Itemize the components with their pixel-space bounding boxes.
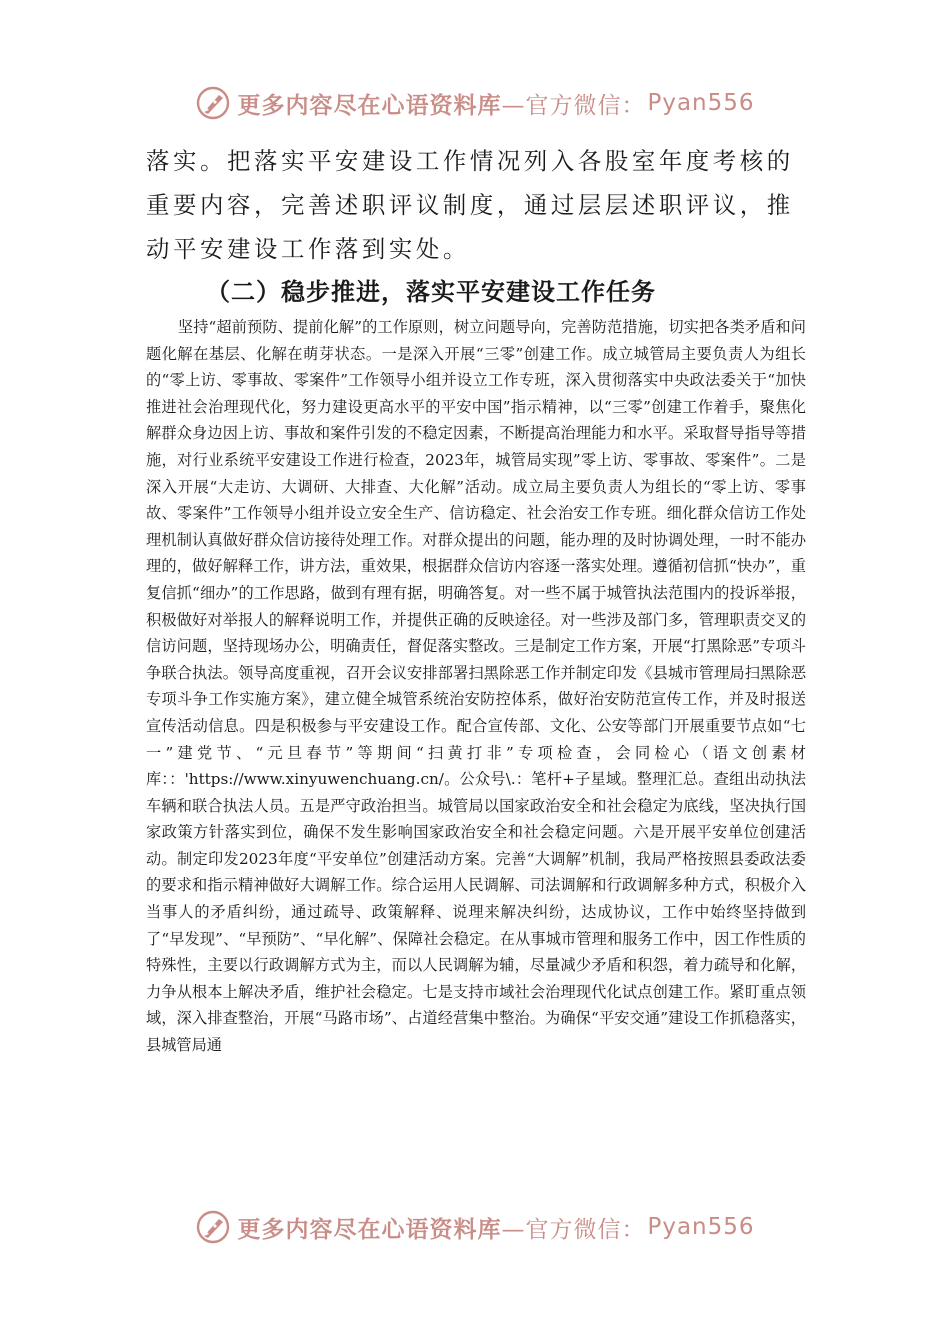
watermark-contact-label: —官方微信： bbox=[501, 92, 646, 119]
lead-paragraph: 落实。把落实平安建设工作情况列入各股室年度考核的重要内容，完善述职评议制度，通过层层述职评议，推动平安建设工作落到实处。 bbox=[146, 147, 794, 263]
watermark-brand: 更多内容尽在心语资料库 bbox=[237, 92, 502, 119]
footer-watermark bbox=[0, 1207, 950, 1247]
watermark-contact-label: —官方微信： bbox=[501, 1216, 646, 1243]
body-paragraph: 坚持“超前预防、提前化解”的工作原则，树立问题导向，完善防范措施，切实把各类矛盾和问题化解在基层、化解在萌芽状态。一是深入开展“三零”创建工作。成立城管局主要负责人为组长的“零上访、零事故、零案件”工作领导小组并设立工作专班，深入贯彻落实中央政法委关于“加快推进社会治理现代化，努力建设更高水平的平安中国”指示精神，以“三零”创建工作着手，聚焦化解群众身边因上访、事故和案件引发的不稳定因素，不断提高治理能力和水平。采取督导指导等措施，对行业系统平安建设工作进行检查，2023年，城管局实现”零上访、零事故、零案件”。二是深入开展“大走访、大调研、大排查、大化解”活动。成立局主要负责人为组长的“零上访、零事故、零案件”工作领导小组并设立安全生产、信访稳定、社会治安工作专班。细化群众信访工作处理机制认真做好群众信访接待处理工作。对群众提出的问题，能办理的及时协调处理，一时不能办理的，做好解释工作，讲方法，重效果，根据群众信访内容逐一落实处理。遵循初信抓“快办”，重复信抓“细办”的工作思路，做到有理有据，明确答复。对一些不属于城管执法范围内的投诉举报，积极做好对举报人的解释说明工作，并提供正确的反映途径。对一些涉及部门多，管理职责交叉的信访问题，坚持现场办公，明确责任，督促落实整改。三是制定工作方案，开展“打黑除恶”专项斗争联合执法。领导高度重视，召开会议安排部署扫黑除恶工作并制定印发《县城市管理局扫黑除恶专项斗争工作实施方案》，建立健全城管系统治安防控体系，做好治安防范宣传工作，并及时报送宣传活动信息。四是积极参与平安建设工作。配合宣传部、文化、公安等部门开展重要节点如“七一”建党节、“元旦春节”等期间“扫黄打非”专项检查，会同检心（语文创素材库：：'https://www.xinyuwenchuang.cn/。公众号\.：笔杆+子星域。整理汇总。查组出动执法车辆和联合执法人员。五是严守政治担当。城管局以国家政治安全和社会稳定为底线，坚决执行国家政策方针落实到位，确保不发生影响国家政治安全和社会稳定问题。六是开展平安单位创建活动。制定印发2023年度“平安单位”创建活动方案。完善“大调解”机制，我局严格按照县委政法委的要求和指示精神做好大调解工作。综合运用人民调解、司法调解和行政调解多种方式，积极介入当事人的矛盾纠纷，通过疏导、政策解释、说理来解决纠纷，达成协议，工作中始终坚持做到了“早发现”、“早预防”、“早化解”、保障社会稳定。在从事城市管理和服务工作中，因工作性质的特殊性，主要以行政调解方式为主，而以人民调解为辅，尽量减少矛盾和积怨，着力疏导和化解，力争从根本上解决矛盾，维护社会稳定。七是支持市域社会治理现代化试点创建工作。紧盯重点领域，深入排查整治，开展“马路市场”、占道经营集中整治。为确保“平安交通”建设工作抓稳落实，县城管局通 bbox=[146, 318, 806, 1055]
watermark-brand: 更多内容尽在心语资料库 bbox=[237, 1216, 502, 1243]
section-heading: （二）稳步推进，落实平安建设工作任务 bbox=[206, 278, 656, 306]
header-watermark bbox=[0, 83, 950, 123]
pen-nib-circle-icon bbox=[195, 85, 231, 121]
pen-nib-circle-icon bbox=[195, 1209, 231, 1245]
watermark-wechat-id: Pyan556 bbox=[647, 90, 755, 116]
watermark-wechat-id: Pyan556 bbox=[647, 1214, 755, 1240]
